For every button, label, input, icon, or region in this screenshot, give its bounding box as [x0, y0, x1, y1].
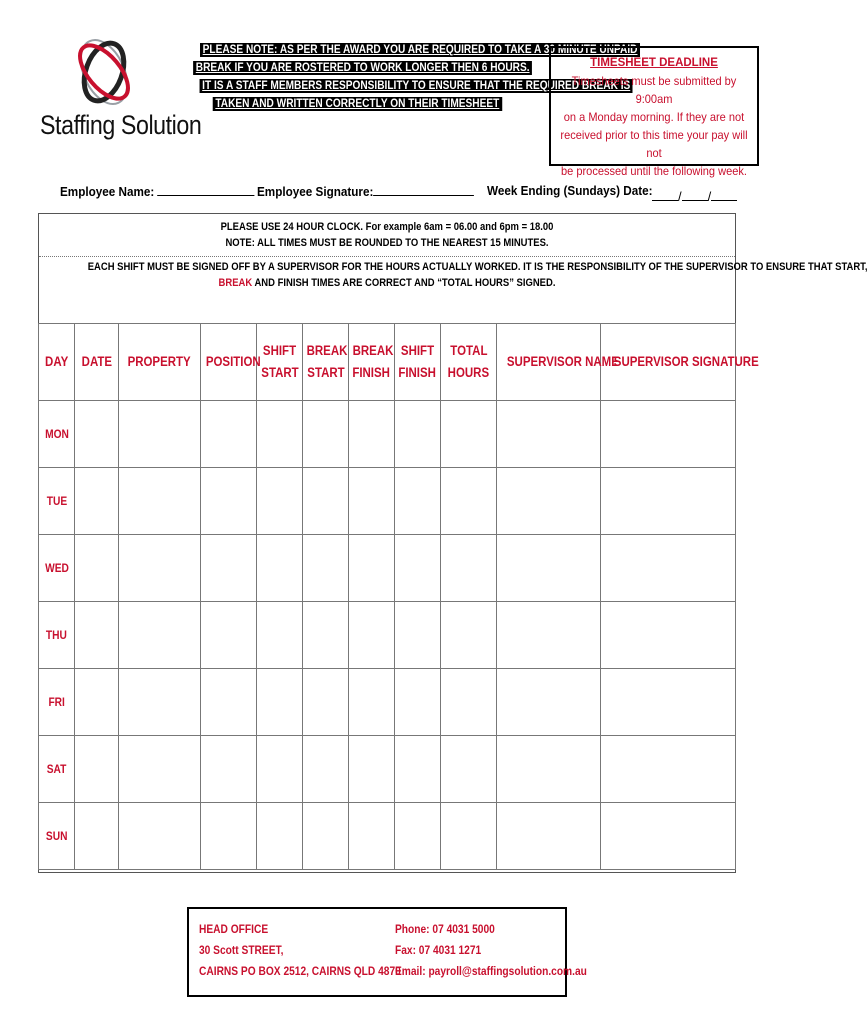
entry-cell[interactable] — [257, 602, 303, 669]
entry-cell[interactable] — [349, 736, 395, 803]
table-row — [39, 602, 736, 669]
entry-cell[interactable] — [119, 602, 201, 669]
employee-name-line[interactable] — [158, 183, 255, 196]
office-contact — [395, 919, 587, 982]
entry-cell[interactable] — [75, 535, 119, 602]
entry-cell[interactable] — [75, 736, 119, 803]
header-shift-start: SHIFT START — [257, 324, 303, 401]
break-word: BREAK — [218, 277, 253, 289]
office-fax: Fax: 07 4031 1271 — [395, 943, 482, 957]
entry-cell[interactable] — [395, 401, 441, 468]
entry-cell[interactable] — [497, 803, 601, 870]
entry-cell[interactable] — [257, 468, 303, 535]
entry-cell[interactable] — [395, 602, 441, 669]
day-label: FRI — [39, 669, 75, 736]
head-office-box — [187, 907, 587, 997]
header-shift-finish: SHIFT FINISH — [395, 324, 441, 401]
entry-cell[interactable] — [201, 803, 257, 870]
deadline-line: on a Monday morning. If they are not — [563, 110, 745, 124]
employee-signature-label: Employee Signature: — [257, 184, 374, 199]
entry-cell[interactable] — [395, 736, 441, 803]
table-row — [39, 669, 736, 736]
entry-cell[interactable] — [201, 602, 257, 669]
entry-cell[interactable] — [119, 669, 201, 736]
week-ending-field[interactable] — [487, 183, 653, 198]
header-supervisor-name: SUPERVISOR NAME — [497, 324, 601, 401]
entry-cell[interactable] — [303, 401, 349, 468]
header-property: PROPERTY — [119, 324, 201, 401]
entry-cell[interactable] — [119, 736, 201, 803]
company-logo-text: Staffing Solution — [40, 110, 202, 140]
entry-cell[interactable] — [119, 401, 201, 468]
header-total-hours: TOTAL HOURS — [441, 324, 497, 401]
header-day: DAY — [39, 324, 75, 401]
header-position: POSITION — [201, 324, 257, 401]
swirl-logo-icon — [74, 30, 134, 110]
office-phone: Phone: 07 4031 5000 — [395, 922, 495, 936]
instruction-line: NOTE: ALL TIMES MUST BE ROUNDED TO THE NEAREST 15 MINUTES. — [225, 237, 549, 249]
entry-cell[interactable] — [497, 468, 601, 535]
notice-line: BREAK IF YOU ARE ROSTERED TO WORK LONGER THEN 6 HOURS. — [193, 61, 532, 75]
entry-cell[interactable] — [395, 803, 441, 870]
deadline-line: received prior to this time your pay will not — [560, 128, 748, 160]
entry-cell[interactable] — [497, 736, 601, 803]
entry-cell[interactable] — [497, 602, 601, 669]
entry-cell[interactable] — [349, 468, 395, 535]
entry-cell[interactable] — [257, 736, 303, 803]
notice-line: IT IS A STAFF MEMBERS RESPONSIBILITY TO ENSURE THAT THE REQUIRED BREAK IS — [200, 79, 633, 93]
entry-cell[interactable] — [601, 736, 736, 803]
timesheet-table — [38, 323, 759, 870]
table-row — [39, 736, 736, 803]
header-supervisor-signature: SUPERVISOR SIGNATURE — [601, 324, 736, 401]
entry-cell[interactable] — [441, 602, 497, 669]
office-address — [199, 919, 401, 982]
entry-cell[interactable] — [441, 535, 497, 602]
entry-cell[interactable] — [349, 602, 395, 669]
entry-cell[interactable] — [257, 401, 303, 468]
entry-cell[interactable] — [75, 669, 119, 736]
day-label: SAT — [39, 736, 75, 803]
timesheet-deadline-box — [549, 46, 759, 178]
employee-name-label: Employee Name: — [60, 184, 155, 199]
entry-cell[interactable] — [349, 803, 395, 870]
clock-instructions — [39, 214, 735, 251]
office-title: HEAD OFFICE — [199, 922, 269, 936]
week-ending-label: Week Ending (Sundays) Date: — [487, 183, 653, 198]
entry-cell[interactable] — [303, 669, 349, 736]
entry-cell[interactable] — [303, 602, 349, 669]
office-city: CAIRNS PO BOX 2512, CAIRNS QLD 4870 — [199, 964, 401, 978]
day-label: TUE — [39, 468, 75, 535]
entry-cell[interactable] — [119, 468, 201, 535]
entry-cell[interactable] — [201, 535, 257, 602]
entry-cell[interactable] — [75, 468, 119, 535]
notice-line: PLEASE NOTE: AS PER THE AWARD YOU ARE REQUIRED TO TAKE A 30 MINUTE UNPAID — [200, 43, 640, 57]
entry-cell[interactable] — [75, 401, 119, 468]
day-label: SUN — [39, 803, 75, 870]
entry-cell[interactable] — [497, 669, 601, 736]
header-break-finish: BREAK FINISH — [349, 324, 395, 401]
day-label: MON — [39, 401, 75, 468]
entry-cell[interactable] — [75, 602, 119, 669]
entry-cell[interactable] — [441, 669, 497, 736]
entry-cell[interactable] — [349, 401, 395, 468]
entry-cell[interactable] — [601, 803, 736, 870]
table-row — [39, 803, 736, 870]
deadline-line: be processed until the following week. — [561, 164, 747, 178]
entry-cell[interactable] — [303, 468, 349, 535]
entry-cell[interactable] — [303, 535, 349, 602]
table-header-row — [39, 324, 736, 401]
employee-signature-field[interactable] — [257, 183, 474, 199]
entry-cell[interactable] — [257, 535, 303, 602]
entry-cell[interactable] — [349, 535, 395, 602]
employee-name-field[interactable] — [60, 183, 255, 199]
entry-cell[interactable] — [119, 803, 201, 870]
table-row — [39, 401, 736, 468]
table-row — [39, 535, 736, 602]
entry-cell[interactable] — [201, 736, 257, 803]
header-break-start: BREAK START — [303, 324, 349, 401]
week-ending-date-input[interactable]: / / — [652, 188, 737, 204]
table-row — [39, 468, 736, 535]
entry-cell[interactable] — [349, 669, 395, 736]
deadline-line: Timesheets must be submitted by 9:00am — [571, 74, 737, 106]
header-date: DATE — [75, 324, 119, 401]
entry-cell[interactable] — [601, 602, 736, 669]
day-label: WED — [39, 535, 75, 602]
award-notice — [170, 40, 638, 112]
entry-cell[interactable] — [395, 535, 441, 602]
entry-cell[interactable] — [75, 803, 119, 870]
entry-cell[interactable] — [119, 535, 201, 602]
entry-cell[interactable] — [395, 468, 441, 535]
entry-cell[interactable] — [257, 669, 303, 736]
office-street: 30 Scott STREET, — [199, 943, 284, 957]
employee-signature-line[interactable] — [373, 183, 474, 196]
entry-cell[interactable] — [601, 468, 736, 535]
entry-cell[interactable] — [201, 468, 257, 535]
entry-cell[interactable] — [303, 736, 349, 803]
entry-cell[interactable] — [257, 803, 303, 870]
deadline-title: TIMESHEET DEADLINE — [590, 57, 718, 69]
instruction-line: PLEASE USE 24 HOUR CLOCK. For example 6am = 06.00 and 6pm = 18.00 — [220, 221, 554, 233]
entry-cell[interactable] — [441, 803, 497, 870]
entry-cell[interactable] — [601, 669, 736, 736]
entry-cell[interactable] — [441, 736, 497, 803]
office-email[interactable]: Email: payroll@staffingsolution.com.au — [395, 964, 587, 978]
instruction-line: EACH SHIFT MUST BE SIGNED OFF BY A SUPERVISOR FOR THE HOURS ACTUALLY WORKED. IT IS THE RESPONSIBILITY OF THE SUPERVISOR TO ENSURE THAT START, — [87, 261, 868, 273]
entry-cell[interactable] — [601, 401, 736, 468]
entry-cell[interactable] — [441, 468, 497, 535]
supervisor-instructions — [39, 257, 868, 291]
entry-cell[interactable] — [303, 803, 349, 870]
entry-cell[interactable] — [601, 535, 736, 602]
entry-cell[interactable] — [497, 535, 601, 602]
entry-cell[interactable] — [441, 401, 497, 468]
entry-cell[interactable] — [201, 401, 257, 468]
day-label: THU — [39, 602, 75, 669]
entry-cell[interactable] — [395, 669, 441, 736]
entry-cell[interactable] — [497, 401, 601, 468]
entry-cell[interactable] — [201, 669, 257, 736]
notice-line: TAKEN AND WRITTEN CORRECTLY ON THEIR TIMESHEET — [213, 97, 502, 111]
instruction-line: BREAK AND FINISH TIMES ARE CORRECT AND “TOTAL HOURS” SIGNED. — [218, 277, 556, 289]
